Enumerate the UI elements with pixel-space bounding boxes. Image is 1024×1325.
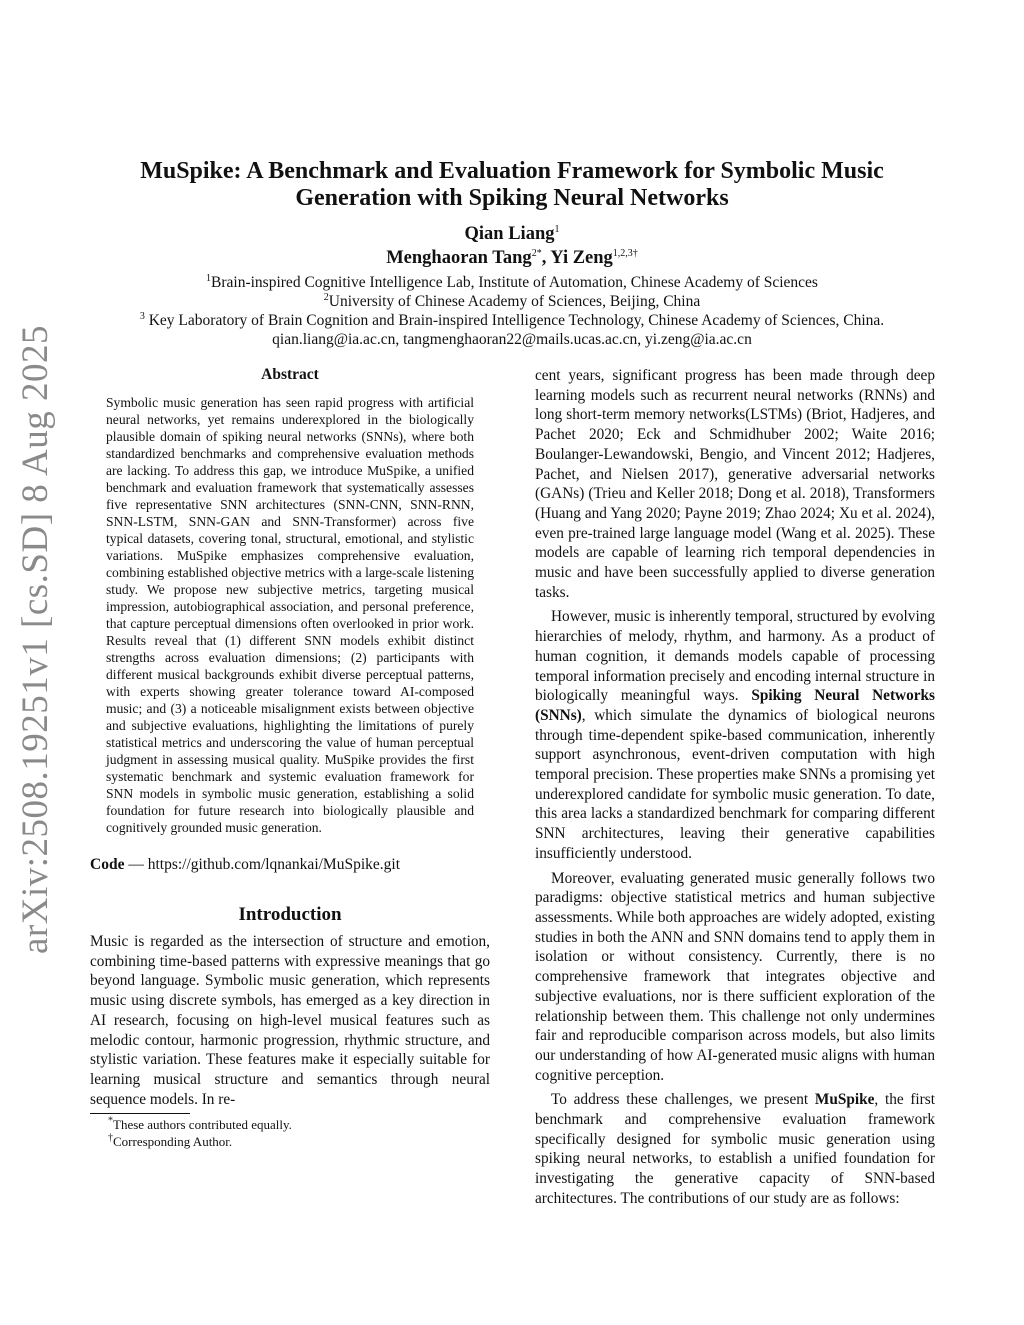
- footnote-divider: [90, 1113, 190, 1114]
- intro-paragraph-1-continued: cent years, significant progress has been made through deep learning models such as recurrent neural networks (RNNs) and long short-term memory networks(LSTMs) (Briot, Hadjeres, and Pachet 2020; Eck and Schmidhuber 2002; Waite 2016; Boulanger-Lewandowski, Bengio, and Vincent 2012; Hadjeres, Pachet, and Nielsen 2017), generative adversarial networks (GANs) (Trieu and Keller 2018; Dong et al. 2018), Transformers (Huang and Yang 2020; Payne 2019; Zhao 2024; Xu et al. 2024), even pre-trained large language model (Wang et al. 2025). These models are capable of learning rich temporal dependencies in music and have been successfully applied to diverse generation tasks.: [535, 367, 935, 601]
- affiliation-text: University of Chinese Academy of Sciences, Beijing, China: [328, 293, 701, 310]
- title-block: [0, 158, 1024, 349]
- bold-term-snn: Spiking Neural Networks (SNNs): [535, 687, 935, 724]
- paragraph-text: , which simulate the dynamics of biological neurons through time-dependent spike-based communication, inherently support asynchronous, event-driven computation with high temporal precision. These properties make SNNs a promising yet underexplored candidate for symbolic music generation. To date, this area lacks a standardized benchmark for comparing different SNN architectures, leaving their generative capabilities insufficiently understood.: [535, 706, 935, 862]
- affiliation-superscript: 3: [139, 310, 145, 322]
- affiliation-superscript: 1: [206, 272, 212, 284]
- author-name: Yi Zeng: [550, 248, 613, 268]
- intro-paragraph-3: Moreover, evaluating generated music generally follows two paradigms: objective statistical metrics and human subjective assessments. While both approaches are widely adopted, existing studies in both the ANN and SNN domains tend to apply them in isolation or without consistency. Currently, there is no comprehensive framework that integrates objective and subjective evaluations, nor is there sufficient exploration of the relationship between them. This challenge not only undermines fair and reproducible comparison across models, but also limits our understanding of how AI-generated music aligns with human cognitive perception.: [535, 869, 935, 1084]
- author-emails: qian.liang@ia.ac.cn, tangmenghaoran22@mails.ucas.ac.cn, yi.zeng@ia.ac.cn: [272, 331, 752, 348]
- introduction-heading: Introduction: [238, 904, 342, 925]
- author-separator: ,: [541, 248, 551, 268]
- arxiv-identifier-stamp: arXiv:2508.19251v1 [cs.SD] 8 Aug 2025: [15, 325, 56, 954]
- author-superscript: 1,2,3†: [612, 247, 638, 259]
- paragraph-text: To address these challenges, we present: [551, 1091, 815, 1109]
- author-superscript: 2*: [531, 247, 542, 259]
- affiliation-line: [0, 292, 1024, 311]
- affiliation-line: [0, 273, 1024, 292]
- footnote-text: These authors contributed equally.: [113, 1117, 292, 1133]
- author-name: Qian Liang: [464, 224, 555, 244]
- bold-term-muspike: MuSpike: [814, 1091, 875, 1109]
- author-superscript: 1: [554, 223, 560, 235]
- left-column: [90, 366, 490, 1150]
- paper-title-line-2: Generation with Spiking Neural Networks: [295, 185, 729, 211]
- abstract-text: Symbolic music generation has seen rapid progress with artificial neural networks, yet remains underexplored in the biologically plausible domain of spiking neural networks (SNNs), where both standardized benchmarks and comprehensive evaluation methods are lacking. To address this gap, we introduce MuSpike, a unified benchmark and evaluation framework that systematically assesses five representative SNN architectures (SNN-CNN, SNN-RNN, SNN-LSTM, SNN-GAN and SNN-Transformer) across five typical datasets, covering tonal, structural, emotional, and stylistic variations. MuSpike emphasizes comprehensive evaluation, combining established objective metrics with a large-scale listening study. We propose new subjective metrics, targeting musical impression, autobiographical association, and personal preference, that capture perceptual dimensions often overlooked in prior work. Results reveal that (1) different SNN models exhibit distinct strengths across evaluation dimensions; (2) participants with different musical backgrounds exhibit diverse perceptual patterns, with experts showing greater tolerance toward AI-composed music; and (3) a noticeable misalignment exists between objective and subjective evaluations, highlighting the limitations of purely statistical metrics and underscoring the value of human perceptual judgment in assessing musical quality. MuSpike provides the first systematic benchmark and systemic evaluation framework for SNN models in symbolic music generation, establishing a solid foundation for future research into biologically plausible and cognitively grounded music generation.: [106, 395, 474, 835]
- affiliation-text: Key Laboratory of Brain Cognition and Brain-inspired Intelligence Technology, Chinese Academy of Sciences, China.: [144, 312, 885, 329]
- paper-title: [0, 158, 1024, 212]
- footnote-marker: *: [108, 1116, 113, 1127]
- intro-paragraph-2: [535, 607, 935, 863]
- code-label: Code: [90, 856, 125, 873]
- paper-title-line-1: MuSpike: A Benchmark and Evaluation Framework for Symbolic Music: [140, 158, 884, 184]
- affiliation-superscript: 2: [323, 291, 329, 303]
- author-line-1: [0, 222, 1024, 246]
- author-name: Menghaoran Tang: [386, 248, 532, 268]
- paragraph-text: , the first benchmark and comprehensive evaluation framework specifically designed for symbolic music generation using spiking neural networks, to establish a unified foundation for investigating the generative capacity of SNN-based architectures. The contributions of our study are as follows:: [535, 1091, 935, 1207]
- footnote-corresponding-author: [90, 1133, 490, 1150]
- footnote-text: Corresponding Author.: [113, 1134, 233, 1150]
- code-url-link[interactable]: https://github.com/lqnankai/MuSpike.git: [147, 856, 401, 873]
- code-separator: —: [124, 856, 148, 873]
- affiliation-text: Brain-inspired Cognitive Intelligence Lab, Institute of Automation, Chinese Academy of Sciences: [211, 274, 818, 291]
- right-column: [535, 366, 935, 1214]
- affiliations: [0, 273, 1024, 349]
- footnote-marker: †: [108, 1133, 113, 1144]
- abstract-heading: Abstract: [261, 366, 319, 383]
- intro-paragraph-4: [535, 1090, 935, 1208]
- author-line-2: [0, 246, 1024, 270]
- author-list: [0, 222, 1024, 270]
- paragraph-text: However, music is inherently temporal, structured by evolving hierarchies of melody, rhythm, and harmony. As a product of human cognition, it demands models capable of processing temporal information precisely and encoding internal structure in biologically meaningful ways.: [535, 608, 935, 705]
- affiliation-line: [0, 311, 1024, 330]
- footnote-equal-contribution: [90, 1116, 490, 1133]
- code-link-line: [90, 856, 490, 874]
- intro-paragraph-1: Music is regarded as the intersection of structure and emotion, combining time-based patterns with expressive meanings that go beyond language. Symbolic music generation, which represents music using discrete symbols, has emerged as a key direction in AI research, focusing on high-level musical features such as melodic contour, harmonic progression, rhythmic structure, and stylistic variation. These features make it especially suitable for learning musical structure and semantics through neural sequence models. In re-: [90, 933, 490, 1108]
